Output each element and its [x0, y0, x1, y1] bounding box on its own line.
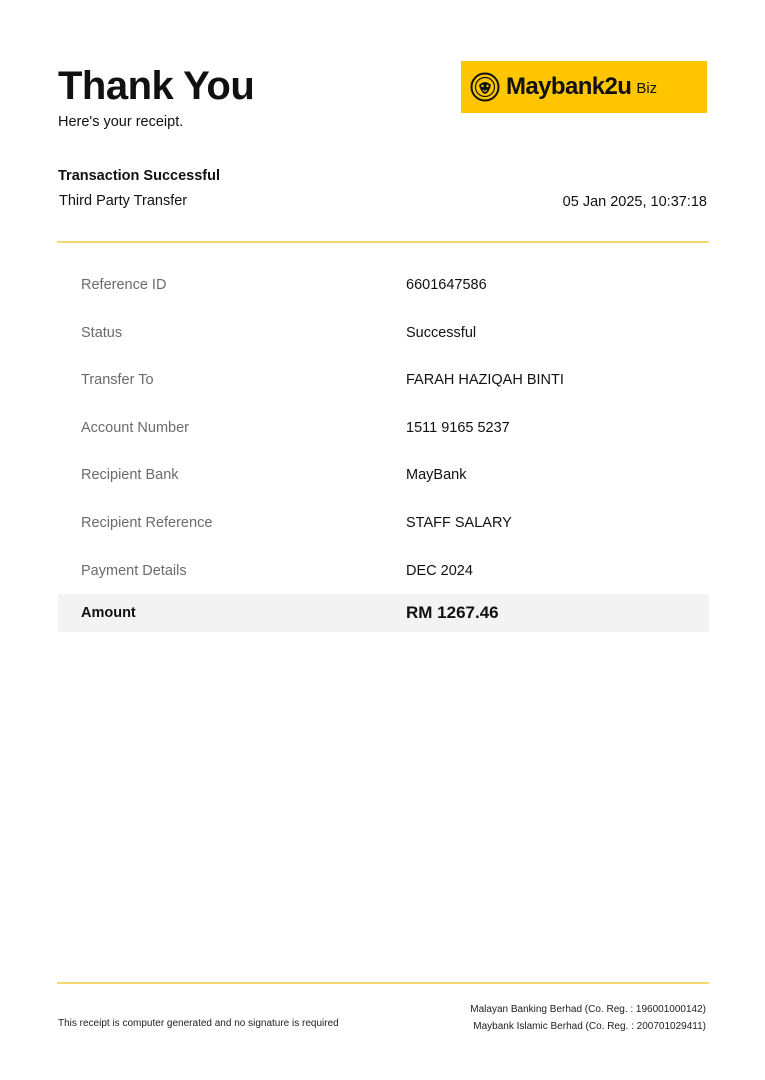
legal-line-malayan-banking: Malayan Banking Berhad (Co. Reg. : 196001000142): [470, 1004, 706, 1015]
detail-label: Recipient Reference: [81, 514, 213, 531]
detail-row-account-number: [58, 404, 709, 452]
detail-label: Reference ID: [81, 277, 167, 293]
detail-row-payment-details: [58, 547, 709, 595]
page-subtitle: Here's your receipt.: [58, 114, 184, 130]
detail-row-transfer-to: [58, 356, 709, 404]
detail-row-status: [58, 309, 709, 357]
detail-value: FARAH HAZIQAH BINTI: [406, 372, 564, 389]
logo-wordmark: Maybank2u: [506, 73, 632, 100]
maybank2u-biz-logo: [461, 61, 707, 113]
legal-line-maybank-islamic: Maybank Islamic Berhad (Co. Reg. : 200701029411): [473, 1021, 706, 1032]
divider-top: [57, 241, 709, 243]
detail-value: DEC 2024: [406, 562, 473, 579]
detail-label: Status: [81, 324, 123, 341]
amount-row: [58, 594, 709, 632]
transaction-datetime: 05 Jan 2025, 10:37:18: [562, 194, 707, 210]
detail-label: Recipient Bank: [81, 467, 179, 484]
detail-value: MayBank: [406, 467, 467, 484]
transaction-status: Transaction Successful: [58, 168, 220, 184]
detail-row-recipient-reference: [58, 499, 709, 547]
detail-label: Account Number: [81, 419, 189, 436]
page-title: Thank You: [58, 64, 255, 108]
computer-generated-note: This receipt is computer generated and no signature is required: [58, 1018, 339, 1029]
tiger-head-emblem-icon: [470, 72, 500, 102]
detail-value: 1511 9165 5237: [406, 419, 510, 436]
detail-row-recipient-bank: [58, 451, 709, 499]
detail-value: 6601647586: [406, 277, 487, 293]
detail-label: Payment Details: [81, 562, 187, 579]
logo-suffix: Biz: [636, 80, 658, 97]
amount-label: Amount: [81, 605, 136, 622]
detail-value: Successful: [406, 324, 477, 341]
transaction-type: Third Party Transfer: [59, 193, 188, 209]
amount-value: RM 1267.46: [406, 603, 499, 623]
receipt-details: [58, 261, 709, 632]
detail-value: STAFF SALARY: [406, 514, 512, 531]
divider-bottom: [57, 982, 709, 984]
detail-row-reference-id: [58, 261, 709, 309]
legal-registration: [470, 1001, 706, 1035]
detail-label: Transfer To: [81, 372, 154, 389]
